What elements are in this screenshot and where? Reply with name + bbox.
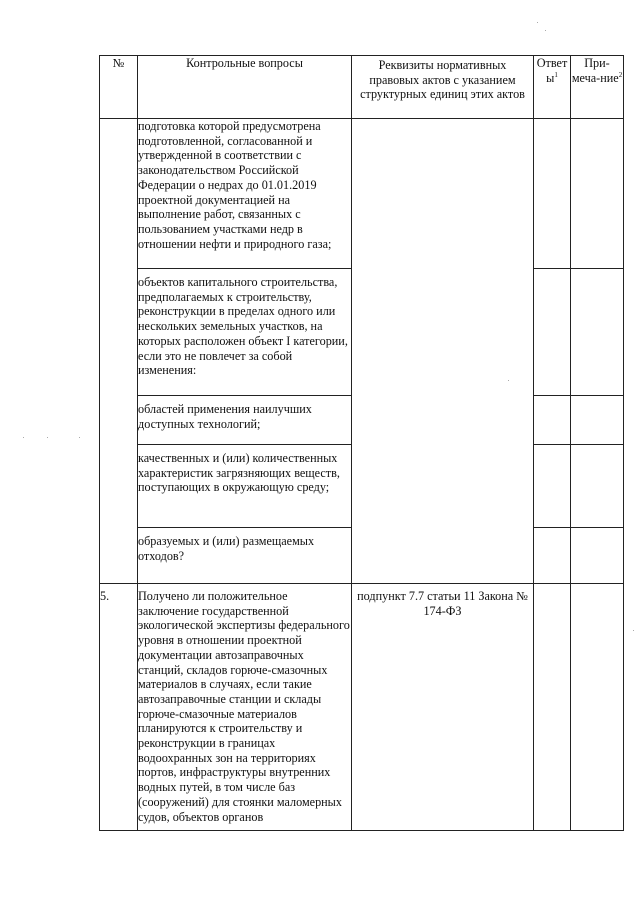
header-note-footnote: 2 <box>618 70 623 79</box>
answer-cell <box>534 269 571 396</box>
answer-cell <box>534 119 571 269</box>
header-requisites <box>352 56 534 119</box>
header-number <box>100 56 138 119</box>
header-note <box>571 56 624 119</box>
answer-cell <box>534 584 571 831</box>
scan-speck <box>47 437 48 438</box>
note-cell <box>571 584 624 831</box>
row-number-cell: 5. <box>100 584 138 831</box>
row-number-cell <box>100 119 138 584</box>
scan-speck <box>508 380 509 381</box>
question-cell: Получено ли положительное заключение государственной экологической экспертизы федерального уровня в отношении проектной документации автозаправочных станций, складов горюче-смазочных материалов в случаях, если такие автозаправочные станции и склады горюче-смазочные материалов планируются к строительству и реконструкции в границах водоохранных зон на территориях портов, инфраструктуры внутренних водных путей, в том числе баз (сооружений) для стоянки маломерных судов, объектов органов <box>138 584 352 831</box>
scan-speck <box>23 437 24 438</box>
scan-speck <box>545 30 546 31</box>
header-questions <box>138 56 352 119</box>
scan-speck <box>633 630 634 631</box>
table-row <box>100 584 624 831</box>
table-header-row <box>100 56 624 119</box>
answer-cell <box>534 528 571 584</box>
header-answer-footnote: 1 <box>554 70 558 79</box>
scan-speck <box>537 22 538 23</box>
answer-cell <box>534 445 571 528</box>
requisites-cell <box>352 119 534 584</box>
question-cell: объектов капитального строительства, предполагаемых к строительству, реконструкции в пределах одного или нескольких земельных участков, на которых расположен объект I категории, если это не повлечет за собой изменения: <box>138 269 352 396</box>
note-cell <box>571 445 624 528</box>
table-row <box>100 119 624 269</box>
note-cell <box>571 119 624 269</box>
control-questions-table <box>99 55 624 831</box>
header-requisites-text: Реквизиты нормативных правовых актов с указанием структурных единиц этих актов <box>360 58 525 102</box>
requisites-cell: подпункт 7.7 статьи 11 Закона № 174-ФЗ <box>352 584 534 831</box>
scan-speck <box>79 437 80 438</box>
note-cell <box>571 528 624 584</box>
question-cell: областей применения наилучших доступных технологий; <box>138 396 352 445</box>
question-cell: подготовка которой предусмотрена подготовленной, согласованной и утвержденной в соответствии с законодательством Российской Федерации о недрах до 01.01.2019 проектной документацией на выполнение работ, связанных с пользованием участками недр в отношении нефти и природного газа; <box>138 119 352 269</box>
header-note-text: При-меча-ние <box>571 56 619 85</box>
header-number-text: № <box>112 56 125 70</box>
note-cell <box>571 396 624 445</box>
header-answer <box>534 56 571 119</box>
question-cell: образуемых и (или) размещаемых отходов? <box>138 528 352 584</box>
answer-cell <box>534 396 571 445</box>
note-cell <box>571 269 624 396</box>
question-cell: качественных и (или) количественных характеристик загрязняющих веществ, поступающих в окружающую среду; <box>138 445 352 528</box>
header-questions-text: Контрольные вопросы <box>186 56 303 70</box>
header-answer-text: Ответ ы <box>536 56 568 85</box>
